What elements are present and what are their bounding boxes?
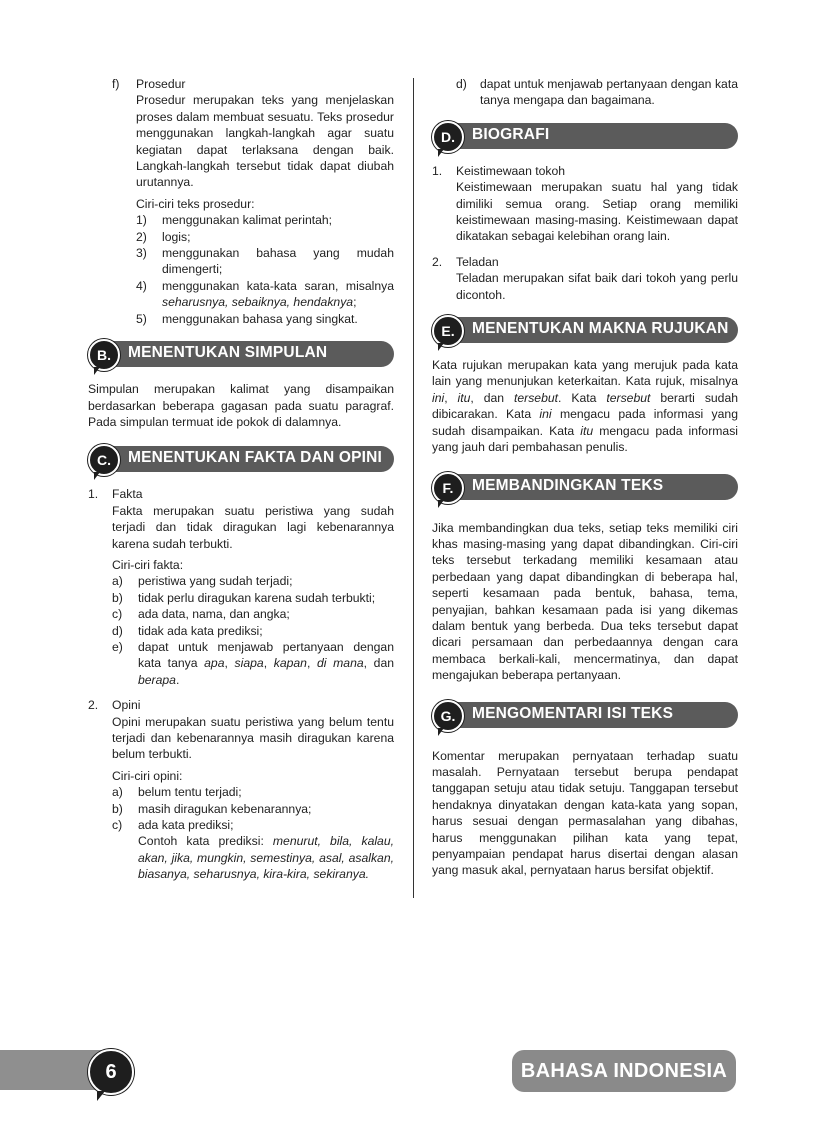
- list-marker: b): [112, 590, 123, 605]
- page-number: 6: [88, 1049, 134, 1095]
- section-letter-badge: F.: [432, 472, 464, 504]
- list-item: [112, 573, 394, 589]
- section-title: MENENTUKAN SIMPULAN: [128, 344, 328, 362]
- list-item: [136, 229, 394, 245]
- section-title: MENGOMENTARI ISI TEKS: [472, 704, 674, 722]
- list-italic: seharusnya, sebaiknya, hendaknya: [162, 295, 354, 310]
- section-title: MENENTUKAN FAKTA DAN OPINI: [128, 449, 383, 467]
- list-text: peristiwa yang sudah terjadi;: [138, 574, 293, 589]
- item-title: Fakta: [112, 487, 143, 502]
- section-title: MEMBANDINGKAN TEKS: [472, 476, 664, 494]
- paragraph: Keistimewaan merupakan suatu hal yang tidak dimiliki semua orang. Setiap orang memiliki keistimewaan masing-masing. Keistimewaan dapat dikatakan sebagai kelebihan orang lain.: [456, 180, 738, 244]
- paragraph: Simpulan merupakan kalimat yang disampaikan berdasarkan beberapa gagasan pada suatu paragraf. Pada simpulan termuat ide pokok di dalamnya.: [88, 382, 394, 429]
- list-marker: 2.: [432, 254, 443, 269]
- paragraph: Prosedur merupakan teks yang menjelaskan proses dalam membuat sesuatu. Teks prosedur menggunakan langkah-langkah agar suatu kegiatan dapat terlaksana dengan baik. Langkah-langkah tersebut tidak dapat diubah urutannya.: [136, 93, 394, 190]
- list-text: menggunakan kalimat perintah;: [162, 213, 333, 228]
- list-heading: Ciri-ciri fakta:: [112, 557, 184, 572]
- list-text: dan: [373, 656, 395, 671]
- section-title: MENENTUKAN MAKNA RUJUKAN: [472, 320, 729, 338]
- section-header-b: [88, 341, 394, 369]
- list-text: ada kata prediksi;: [138, 818, 234, 833]
- item-title: Keistimewaan tokoh: [456, 163, 566, 178]
- list-marker: c): [112, 607, 123, 622]
- italic-word: itu: [457, 390, 471, 405]
- italic-word: ini: [432, 390, 445, 405]
- section-letter-badge: C.: [88, 444, 120, 476]
- list-text: menggunakan bahasa yang singkat.: [162, 311, 358, 326]
- list-text: menggunakan kata-kata saran, misalnya: [162, 278, 394, 293]
- italic-word: siapa: [234, 656, 264, 671]
- list-item: [112, 606, 394, 622]
- list-text: masih diragukan kebenarannya;: [138, 801, 312, 816]
- italic-word: tersebut: [513, 390, 559, 405]
- section-header-c: [88, 446, 394, 474]
- section-header-d: [432, 123, 738, 151]
- list-marker: f): [112, 77, 120, 91]
- section-letter-badge: E.: [432, 315, 464, 347]
- italic-word: apa: [204, 656, 225, 671]
- biografi-item: [432, 163, 738, 245]
- list-marker: a): [112, 574, 123, 589]
- text-run: dan: [483, 390, 505, 405]
- list-item: [432, 76, 738, 109]
- section-title: BIOGRAFI: [472, 125, 550, 143]
- paragraph: Kata rujukan merupakan kata yang merujuk pada kata lain yang menunjukan keterkaitan. Kata rujuk, misalnya ini, itu, dan tersebut. Kata tersebut berarti sudah dibicarakan. Kata ini mengacu pada informasi yang sudah disampaikan. Kata itu mengacu pada informasi yang jauh dari pembahasan penulis.: [432, 358, 739, 455]
- section-header-f: [432, 474, 738, 502]
- list-marker: 1.: [88, 487, 99, 502]
- column-divider: [413, 78, 414, 898]
- opini-item: [88, 697, 394, 882]
- paragraph: Fakta merupakan suatu peristiwa yang sudah terjadi dan tidak diragukan lagi kebenarannya karena sudah terbukti.: [112, 503, 394, 551]
- list-marker: 1): [136, 213, 147, 228]
- list-text: logis;: [162, 229, 191, 244]
- paragraph: Komentar merupakan pernyataan terhadap suatu masalah. Pernyataan tersebut berupa pendapat tanggapan setuju atau tidak setuju. Tanggapan tersebut hendaknya dinyatakan dengan kata-kata yang sopan, harus sesuai dengan permasalahan yang dibahas, harus menggunakan pilihan kata yang tepat, penyampaian pendapat harus disertai dengan alasan yang masuk akal, pernyataan harus bersifat objektif.: [432, 748, 738, 878]
- italic-word: ini: [539, 407, 552, 422]
- biografi-item: [432, 254, 738, 303]
- list-item: [112, 801, 394, 817]
- list-item: [112, 817, 394, 833]
- italic-word: kapan: [273, 656, 307, 671]
- list-marker: c): [112, 818, 123, 833]
- section-letter-badge: B.: [88, 339, 120, 371]
- list-marker: 3): [136, 246, 147, 261]
- list-text: tidak perlu diragukan karena sudah terbukti;: [138, 590, 376, 605]
- list-text: dapat untuk menjawab pertanyaan dengan kata tanya: [138, 639, 394, 671]
- list-marker: 4): [136, 278, 147, 293]
- example-text: [112, 833, 394, 882]
- list-marker: d): [112, 623, 123, 638]
- text-run: mengacu pada informasi yang jauh dari pembahasan penulis.: [432, 423, 738, 455]
- item-title: Teladan: [456, 254, 499, 269]
- list-item: [136, 311, 394, 327]
- section-header-g: [432, 702, 738, 730]
- item-title: Opini: [112, 698, 141, 713]
- right-column: [432, 76, 738, 879]
- left-column: [88, 76, 394, 883]
- text-run: mengacu pada informasi yang sudah disampaikan. Kata: [432, 407, 738, 438]
- list-heading: Ciri-ciri opini:: [112, 768, 183, 783]
- list-marker: 5): [136, 311, 147, 326]
- book-title: BAHASA INDONESIA: [512, 1050, 736, 1092]
- item-title: Prosedur: [136, 77, 186, 91]
- fakta-item: [88, 486, 394, 688]
- list-marker: 2): [136, 229, 147, 244]
- list-text: menggunakan bahasa yang mudah dimengerti;: [162, 246, 394, 277]
- list-item: [136, 278, 394, 311]
- list-item: [112, 784, 394, 800]
- italic-word: di mana: [317, 656, 364, 671]
- italic-word: itu: [580, 423, 594, 438]
- paragraph: Teladan merupakan sifat baik dari tokoh yang perlu dicontoh.: [456, 271, 738, 302]
- example-words: menurut, bila, kalau, akan, jika, mungkin, semestinya, asal, asalkan, biasanya, seharusnya, kira-kira, sekiranya.: [138, 834, 394, 882]
- list-marker: 1.: [432, 163, 443, 178]
- paragraph: Jika membandingkan dua teks, setiap teks memiliki ciri khas masing-masing yang dapat dibandingkan. Ciri-ciri teks tersebut terkadang memiliki kesamaan atau perbedaan yang dapat dibandingkan di beberapa hal, seperti kesamaan pada bentuk, bahasa, tema, penyajian, bahkan kesamaan pada isi yang dikemas dalam bentuk yang berbeda. Dua teks tersebut dapat dicari persamaan dan perbedaannya dengan cara membaca berkali-kali, mencermatinya, dan dapat mengajukan beberapa pertanyaan.: [432, 520, 738, 683]
- section-letter-badge: D.: [432, 121, 464, 153]
- list-item: [136, 212, 394, 228]
- list-item: [136, 245, 394, 278]
- text-run: . Kata: [558, 390, 597, 405]
- list-text-end: ;: [353, 295, 357, 310]
- list-marker: 2.: [88, 698, 99, 713]
- text-run: berarti sudah dibicarakan. Kata: [432, 390, 739, 422]
- list-marker: d): [456, 77, 467, 91]
- list-text: tidak ada kata prediksi;: [138, 623, 263, 638]
- text-run: Kata rujukan merupakan kata yang merujuk pada kata lain yang menunjukan keterkaitan. Kata rujuk, misalnya: [432, 358, 738, 389]
- list-text: belum tentu terjadi;: [138, 785, 242, 800]
- list-text: ada data, nama, dan angka;: [138, 607, 290, 622]
- italic-word: tersebut: [606, 390, 651, 405]
- list-item: e) dapat untuk menjawab pertanyaan dengan kata tanya apa, siapa, kapan, di mana, dan berapa.: [112, 639, 395, 687]
- prosedur-item: [88, 76, 394, 327]
- section-header-e: [432, 317, 738, 345]
- list-marker: b): [112, 801, 123, 816]
- paragraph: Opini merupakan suatu peristiwa yang belum tentu terjadi dan kebenarannya masih diragukan karena belum terbukti.: [112, 714, 394, 762]
- list-item: [112, 590, 394, 606]
- example-label: Contoh kata prediksi:: [138, 834, 264, 849]
- section-letter-badge: G.: [432, 700, 464, 732]
- list-marker: e): [112, 639, 123, 654]
- list-item: [112, 623, 394, 639]
- list-text: dapat untuk menjawab pertanyaan dengan kata tanya mengapa dan bagaimana.: [480, 77, 738, 108]
- italic-word: berapa: [138, 672, 176, 687]
- list-marker: a): [112, 785, 123, 800]
- list-heading: Ciri-ciri teks prosedur:: [136, 196, 255, 211]
